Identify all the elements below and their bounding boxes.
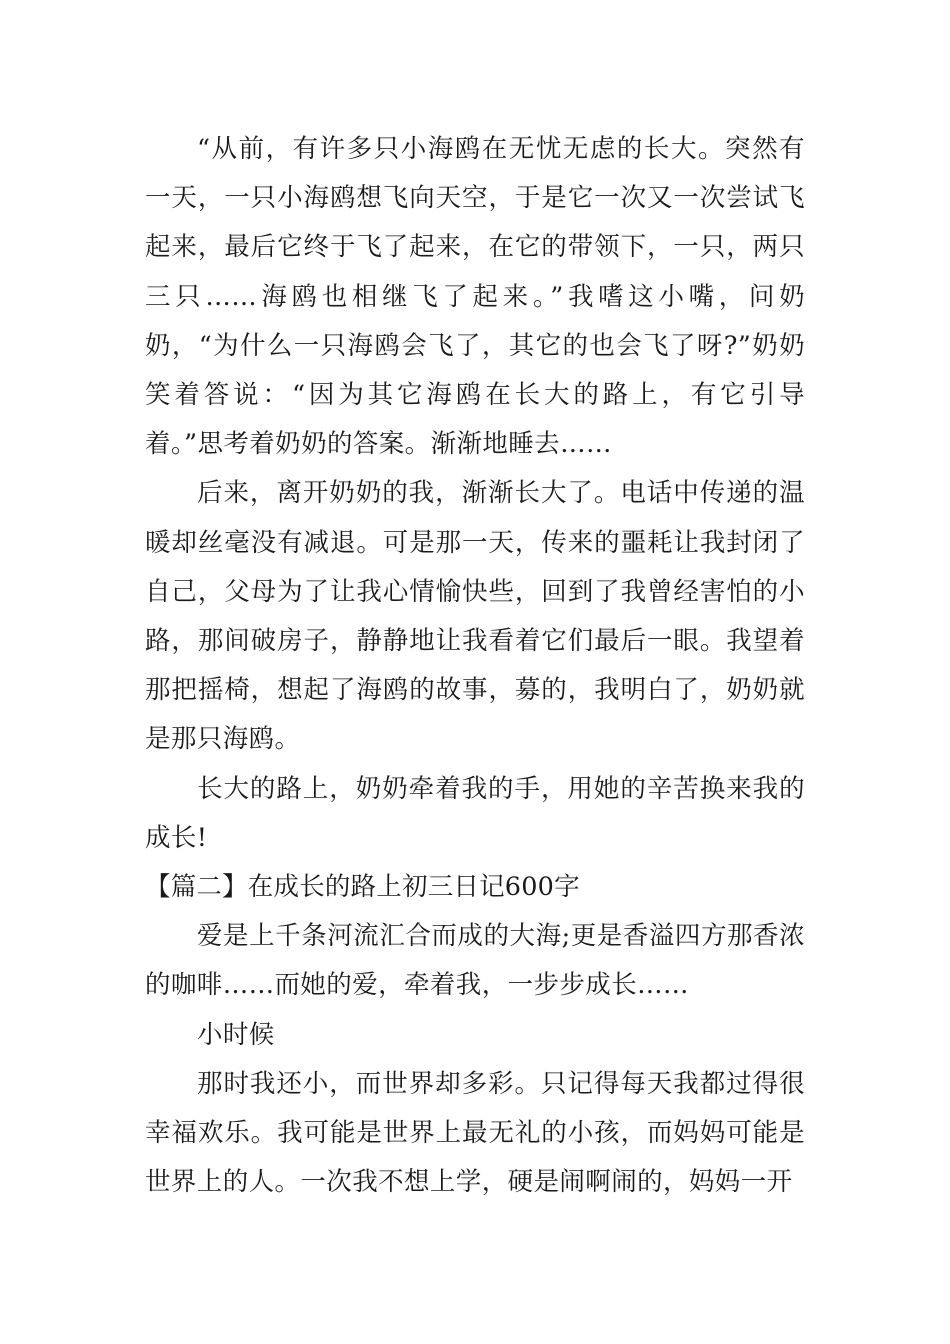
subsection-title-childhood: 小时候 <box>197 1019 275 1050</box>
childhood-paragraph: 那时我还小，而世界却多彩。只记得每天我都过得很幸福欢乐。我可能是世界上最无礼的小孩，而妈妈可能是世界上的人。一次我不想上学，硬是闹啊闹的，妈妈一开 <box>145 1068 805 1198</box>
story-paragraph-conclusion: 长大的路上，奶奶牵着我的手，用她的辛苦换来我的成长! <box>145 773 805 853</box>
document-page <box>145 125 805 1207</box>
story-paragraph-seagull: “从前，有许多只小海鸥在无忧无虑的长大。突然有一天，一只小海鸥想飞向天空，于是它一次又一次尝试飞起来，最后它终于飞了起来，在它的带领下，一只，两只三只……海鸥也相继飞了起来。”我嗜这小嘴，问奶奶，“为什么一只海鸥会飞了，其它的也会飞了呀?”奶奶笑着答说：“因为其它海鸥在长大的路上，有它引导着。”思考着奶奶的答案。渐渐地睡去…… <box>145 134 805 460</box>
story-paragraph-growing-up: 后来，离开奶奶的我，渐渐长大了。电话中传递的温暖却丝毫没有减退。可是那一天，传来的噩耗让我封闭了自己，父母为了让我心情愉快些，回到了我曾经害怕的小路，那间破房子，静静地让我看着它们最后一眼。我望着那把摇椅，想起了海鸥的故事，募的，我明白了，奶奶就是那只海鸥。 <box>145 478 805 755</box>
section-heading: 【篇二】在成长的路上初三日记600字 <box>145 872 580 903</box>
section-intro-paragraph: 爱是上千条河流汇合而成的大海;更是香溢四方那香浓的咖啡……而她的爱，牵着我，一步步成长…… <box>145 921 805 1001</box>
